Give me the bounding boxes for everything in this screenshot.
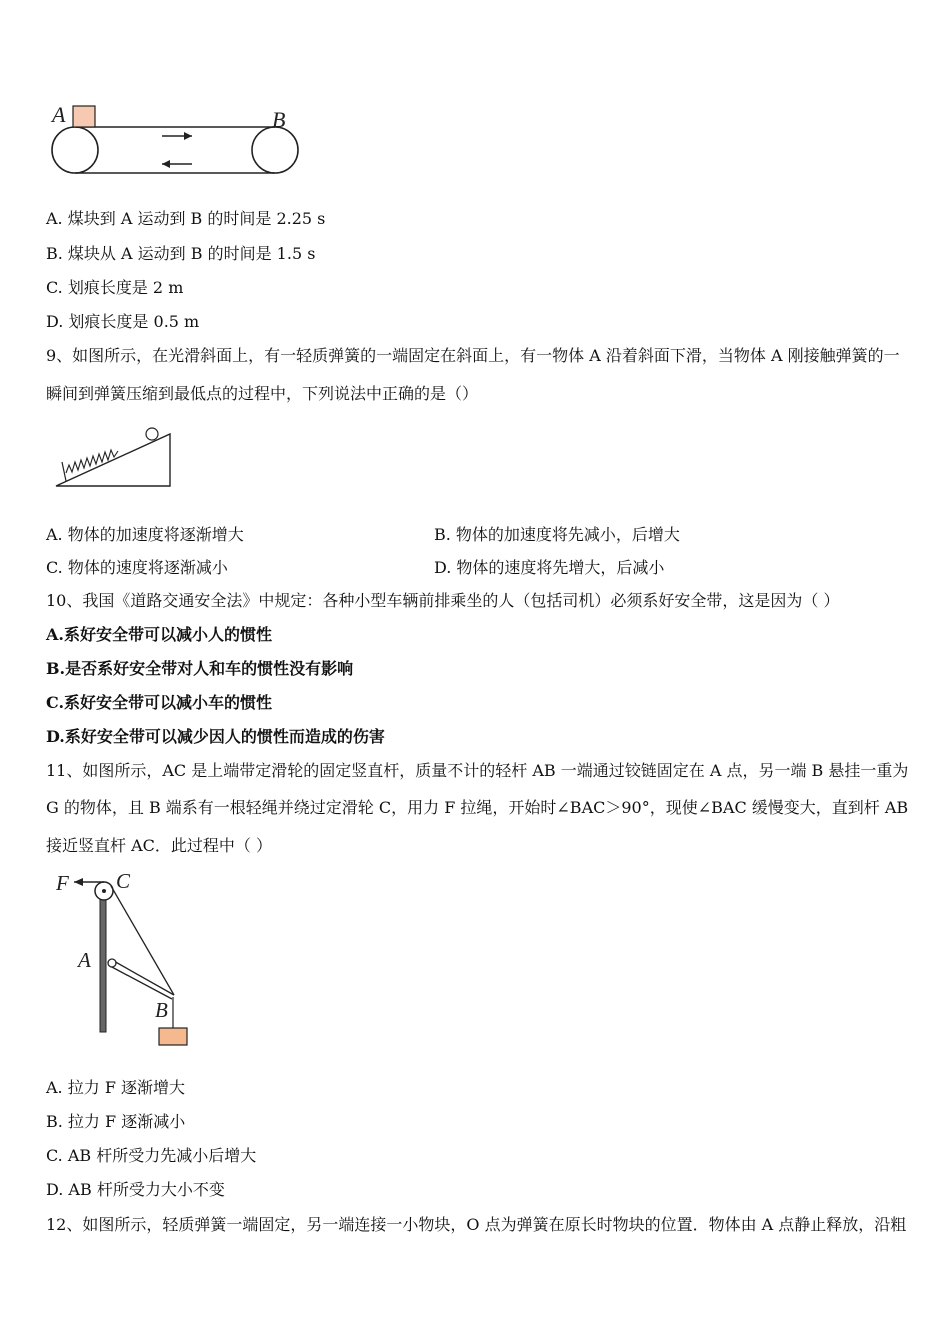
q11-stem-line-3: 接近竖直杆 AC．此过程中（ ） [46, 836, 272, 855]
q9-option-b: B. 物体的加速度将先减小，后增大 [434, 525, 680, 544]
q11-stem-line-1: 11、如图所示，AC 是上端带定滑轮的固定竖直杆，质量不计的轻杆 AB 一端通过铰链固定在 A 点，另一端 B 悬挂一重为 [46, 761, 909, 780]
q10-option-b: B.是否系好安全带对人和车的惯性没有影响 [46, 659, 354, 678]
right-arrow-icon [162, 132, 192, 140]
left-arrow-icon [162, 160, 192, 168]
q10-option-a: A.系好安全带可以减小人的惯性 [46, 625, 272, 644]
label-b: B [155, 998, 168, 1022]
q8-option-d: D. 划痕长度是 0.5 m [46, 312, 200, 331]
hinge-a [108, 959, 116, 967]
q11-option-c: C. AB 杆所受力先减小后增大 [46, 1146, 257, 1165]
weight-block [159, 1028, 187, 1045]
q9-option-d: D. 物体的速度将先增大，后减小 [434, 558, 665, 577]
q10-option-c: C.系好安全带可以减小车的惯性 [46, 693, 273, 712]
conveyor-belt-figure [44, 100, 314, 180]
left-pulley [52, 127, 98, 173]
q10-option-d: D.系好安全带可以减少因人的惯性而造成的伤害 [46, 727, 385, 746]
q11-option-a: A. 拉力 F 逐渐增大 [46, 1078, 186, 1097]
q8-option-c: C. 划痕长度是 2 m [46, 278, 184, 297]
q9-option-a: A. 物体的加速度将逐渐增大 [46, 525, 244, 544]
incline-spring-figure [52, 424, 177, 490]
q9-stem-line-2: 瞬间到弹簧压缩到最低点的过程中，下列说法中正确的是（） [46, 384, 479, 403]
q9-option-c: C. 物体的速度将逐渐减小 [46, 558, 228, 577]
q9-stem-line-1: 9、如图所示，在光滑斜面上，有一轻质弹簧的一端固定在斜面上，有一物体 A 沿着斜面下滑，当物体 A 刚接触弹簧的一 [46, 346, 900, 365]
right-pulley [252, 127, 298, 173]
q11-option-d: D. AB 杆所受力大小不变 [46, 1180, 225, 1199]
q11-option-b: B. 拉力 F 逐渐减小 [46, 1112, 186, 1131]
q8-option-b: B. 煤块从 A 运动到 B 的时间是 1.5 s [46, 244, 316, 263]
incline-triangle [56, 434, 170, 486]
rope [111, 886, 174, 995]
label-c: C [116, 869, 131, 893]
q10-stem: 10、我国《道路交通安全法》中规定：各种小型车辆前排乘坐的人（包括司机）必须系好安全带，这是因为（ ） [46, 591, 840, 610]
label-b: B [272, 107, 286, 132]
pole-pulley-figure [52, 868, 202, 1050]
label-a: A [52, 102, 66, 127]
coal-block [73, 106, 95, 127]
label-a: A [78, 948, 91, 972]
object-ball [146, 428, 158, 440]
q11-stem-line-2: G 的物体，且 B 端系有一根轻绳并绕过定滑轮 C，用力 F 拉绳，开始时∠BAC＞90°，现使∠BAC 缓慢变大，直到杆 AB [46, 798, 909, 817]
q12-stem-line-1: 12、如图所示，轻质弹簧一端固定，另一端连接一小物块，O 点为弹簧在原长时物块的位置．物体由 A 点静止释放，沿粗 [46, 1215, 907, 1234]
label-f: F [56, 871, 69, 895]
vertical-pole [100, 890, 106, 1032]
q8-option-a: A. 煤块到 A 运动到 B 的时间是 2.25 s [46, 209, 326, 228]
